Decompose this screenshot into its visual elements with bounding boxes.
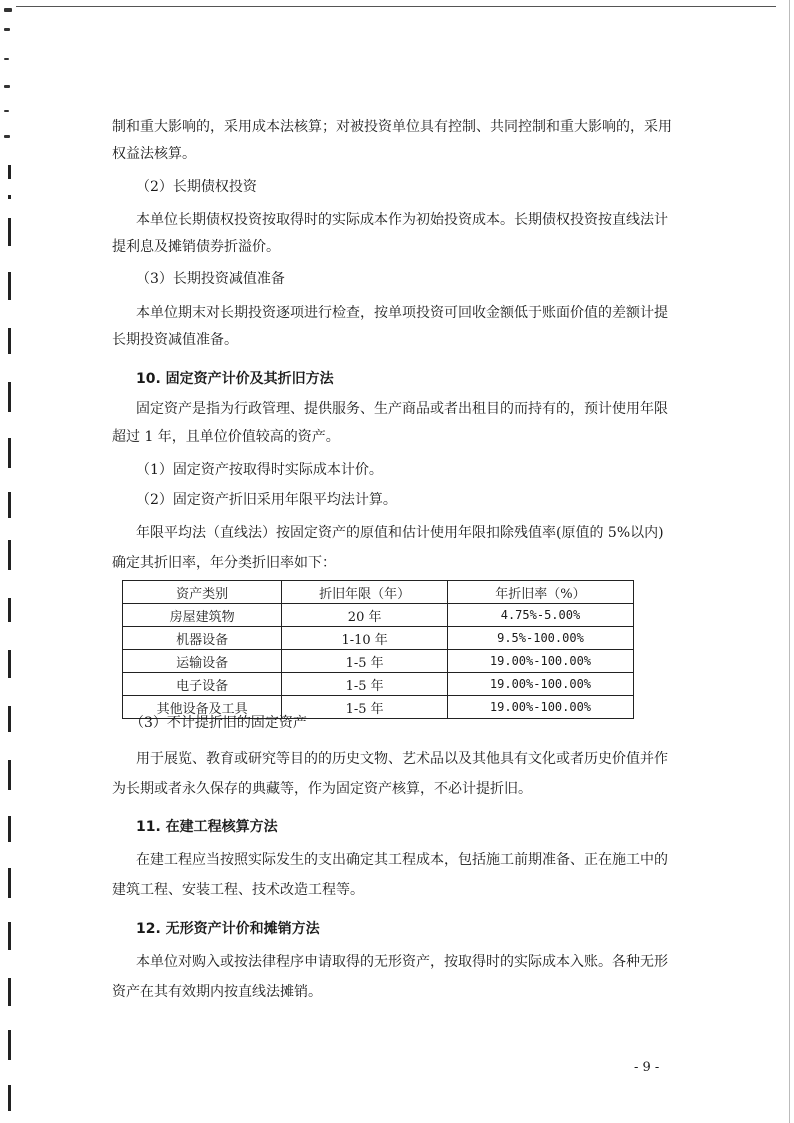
paragraph-line: 提利息及摊销债券折溢价。: [112, 239, 280, 255]
table-row: [123, 627, 634, 650]
paragraph-line: 本单位长期债权投资按取得时的实际成本作为初始投资成本。长期债权投资按直线法计: [136, 212, 668, 228]
table-cell: 19.00%-100.00%: [447, 650, 633, 673]
paragraph-line: 为长期或者永久保存的典藏等，作为固定资产核算，不必计提折旧。: [112, 781, 532, 797]
table-header: 资产类别: [123, 581, 282, 604]
paragraph-line: 年限平均法（直线法）按固定资产的原值和估计使用年限扣除残值率(原值的 5%以内): [136, 525, 664, 541]
depreciation-table: [122, 580, 634, 719]
paragraph-line: 权益法核算。: [112, 146, 196, 162]
paragraph-line: 固定资产是指为行政管理、提供服务、生产商品或者出租目的而持有的，预计使用年限: [136, 401, 668, 417]
table-row: [123, 604, 634, 627]
table-cell: 1-10 年: [282, 627, 448, 650]
paragraph-line: 用于展览、教育或研究等目的的历史文物、艺术品以及其他具有文化或者历史价值并作: [136, 751, 668, 767]
paragraph-line: 制和重大影响的，采用成本法核算；对被投资单位具有控制、共同控制和重大影响的，采用: [112, 119, 672, 135]
table-cell: 9.5%-100.00%: [447, 627, 633, 650]
section-heading-11: 11. 在建工程核算方法: [136, 819, 278, 835]
subsection-title: （2）长期债权投资: [136, 179, 257, 195]
paragraph-line: 确定其折旧率，年分类折旧率如下：: [112, 555, 336, 571]
paragraph-line: 本单位期末对长期投资逐项进行检查，按单项投资可回收金额低于账面价值的差额计提: [136, 305, 668, 321]
paragraph-line: 长期投资减值准备。: [112, 332, 238, 348]
table-cell: 机器设备: [123, 627, 282, 650]
paragraph-line: 建筑工程、安装工程、技术改造工程等。: [112, 882, 364, 898]
table-header-row: [123, 581, 634, 604]
scan-right-edge: [789, 0, 790, 1123]
table-cell: 20 年: [282, 604, 448, 627]
table-cell: 19.00%-100.00%: [447, 673, 633, 696]
binding-margin: [0, 0, 26, 1123]
page-number: - 9 -: [634, 1060, 660, 1075]
table-header: 折旧年限（年）: [282, 581, 448, 604]
table-cell: 电子设备: [123, 673, 282, 696]
table-cell: 19.00%-100.00%: [447, 696, 633, 719]
table-cell: 1-5 年: [282, 673, 448, 696]
section-heading-10: 10. 固定资产计价及其折旧方法: [136, 371, 334, 387]
table-cell: 运输设备: [123, 650, 282, 673]
table-cell: 其他设备及工具: [123, 696, 282, 719]
subsection-title: （3）长期投资减值准备: [136, 271, 285, 287]
paragraph-line: 在建工程应当按照实际发生的支出确定其工程成本，包括施工前期准备、正在施工中的: [136, 852, 668, 868]
table-cell: 1-5 年: [282, 696, 448, 719]
table-row: [123, 650, 634, 673]
table-header: 年折旧率（%）: [447, 581, 633, 604]
list-item: （3）不计提折旧的固定资产: [130, 715, 307, 731]
scan-top-edge: [16, 6, 776, 7]
paragraph-line: 资产在其有效期内按直线法摊销。: [112, 984, 322, 1000]
table-row: [123, 673, 634, 696]
list-item: （1）固定资产按取得时实际成本计价。: [136, 462, 383, 478]
section-heading-12: 12. 无形资产计价和摊销方法: [136, 921, 320, 937]
paragraph-line: 本单位对购入或按法律程序申请取得的无形资产，按取得时的实际成本入账。各种无形: [136, 954, 668, 970]
table-cell: 1-5 年: [282, 650, 448, 673]
list-item: （2）固定资产折旧采用年限平均法计算。: [136, 492, 397, 508]
table-cell: 4.75%-5.00%: [447, 604, 633, 627]
paragraph-line: 超过 1 年，且单位价值较高的资产。: [112, 429, 340, 445]
table-cell: 房屋建筑物: [123, 604, 282, 627]
